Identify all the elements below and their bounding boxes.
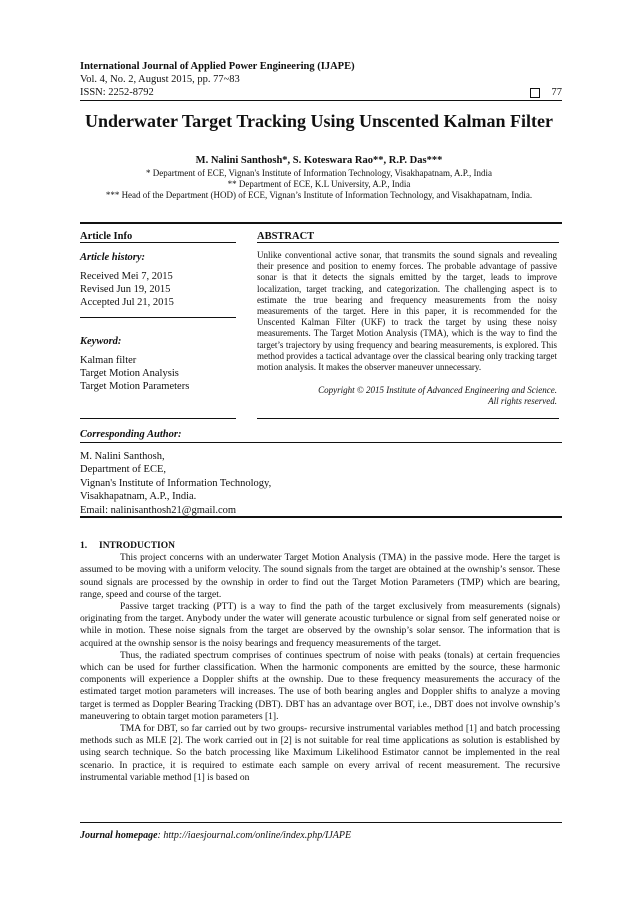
history-rule (80, 317, 236, 318)
info-heading-rule (80, 242, 236, 243)
introduction-section (80, 540, 560, 784)
footer-rule (80, 822, 562, 823)
corresponding-location: Visakhapatnam, A.P., India. (80, 491, 197, 502)
bottom-divider (80, 516, 562, 518)
header-rule (80, 100, 562, 101)
intro-paragraph-3: Thus, the radiated spectrum comprises of continues spectrum of noise with peaks (tonals) at certain frequencies which can be used for further classification. When the harmonic components are emitted by the source, these harmonic components will experience a Doppler shifts at the ownship. Due to these frequency measurements the accuracy of the estimated target motion parameters will increases. The use of both bearing angles and Doppler shifts to analyze a moving target is termed as Doppler Bearing Tracking (DBT). DBT has an advantage over BOT, i.e., DBT does not involve ownship’s maneuvering to obtain target motion parameters [1]. (80, 650, 560, 722)
abstract-bottom-rule (257, 418, 559, 419)
history-received: Received Mei 7, 2015 (80, 271, 173, 282)
abstract-heading-rule (257, 242, 559, 243)
keyword-rule (80, 418, 236, 419)
abstract (257, 230, 557, 408)
history-accepted: Accepted Jul 21, 2015 (80, 297, 174, 308)
journal-volume: Vol. 4, No. 2, August 2015, pp. 77~83 (80, 74, 240, 85)
copyright-line-2: All rights reserved. (488, 396, 557, 407)
copyright-line-1: Copyright © 2015 Institute of Advanced Engineering and Science. (318, 385, 557, 396)
article-history-label: Article history: (80, 252, 146, 263)
section-heading: 1. INTRODUCTION (80, 541, 176, 551)
author-list: M. Nalini Santhosh*, S. Koteswara Rao**, R.P. Das*** (195, 155, 443, 166)
keyword-2: Target Motion Analysis (80, 368, 179, 379)
keyword-label: Keyword: (80, 336, 122, 347)
affiliations (40, 168, 598, 201)
affiliation-3: *** Head of the Department (HOD) of ECE, Vignan’s Institute of Information Technology, and Visakhapatnam, India. (105, 190, 533, 200)
journal-issn: ISSN: 2252-8792 (80, 87, 154, 98)
corresponding-email: Email: nalinisanthosh21@gmail.com (80, 504, 237, 516)
corresponding-rule (80, 442, 562, 443)
homepage-label: Journal homepage (80, 830, 158, 841)
history-revised: Revised Jun 19, 2015 (80, 284, 171, 295)
keyword-3: Target Motion Parameters (80, 381, 190, 392)
keyword-1: Kalman filter (80, 355, 137, 366)
journal-header (80, 60, 562, 99)
corresponding-label: Corresponding Author: (80, 429, 182, 440)
abstract-body: Unlike conventional active sonar, that transmits the sound signals and revealing their presence and position to enemy forces. The probable advantage of passive sonar is that it detects the signals emitted by the target, leads to improve localization, target tracking, and categorization. The challenging aspect is to estimate the true bearing and frequency measurements from the noisy measurements of the target. Here in this paper, it is recommended for the Unscented Kalman Filter (UKF) to track the target by using these noisy measurements. The Target Motion Analysis (TMA), which is the way to find the target’s trajectory by using frequency and bearing measurements, is explored. This method provides a tactical advantage over the classical bearing only tracking target motion analysis. It makes the observer maneuver unnecessary. (257, 250, 557, 373)
intro-paragraph-4: TMA for DBT, so far carried out by two groups- recursive instrumental variables method [1] and batch processing methods such as MLE [2]. The work carried out in [2] is not suitable for real time applications as solution is established by using search technique. So the batch processing like Maximum Likelihood Estimator cannot be implemented in the real scenario. In practice, it is required to estimate each sample on every arrival of recent measurement. The recursive instrumental variable method [1] is based on (80, 724, 560, 783)
top-divider (80, 222, 562, 224)
intro-paragraph-1: This project concerns with an underwater Target Motion Analysis (TMA) in the passive mode. Here the target is assumed to be moving with a uniform velocity. The sound signals from the target are obtained at the ownship’s sensor. These sound signals are processed by the ownship in order to find out the Target Motion Parameters (TMP) which are bearing, range, speed and course of the target. (80, 553, 560, 600)
page-number: 77 (551, 87, 562, 98)
journal-name: International Journal of Applied Power Engineering (IJAPE) (80, 61, 355, 72)
affiliation-1: * Department of ECE, Vignan's Institute of Information Technology, Visakhapatnam, A.P., India (145, 168, 493, 178)
intro-paragraph-2: Passive target tracking (PTT) is a way to find the path of the target exclusively from measurements (signals) originating from the target. Anybody under the water will generate acoustic turbulence or signal from self generated noise or while in motion. These noise signals from the target are observed by the ownship’s solar sensor. The information that is acquired at the ownship sensor is the noisy bearings and frequency measurements of the target. (80, 602, 560, 649)
corresponding-institute: Vignan's Institute of Information Technology, (80, 477, 272, 489)
abstract-heading: ABSTRACT (257, 231, 315, 242)
corresponding-dept: Department of ECE, (80, 464, 167, 475)
homepage-link[interactable]: : http://iaesjournal.com/online/index.php/IJAPE (157, 830, 352, 841)
paper-title: Underwater Target Tracking Using Unscented Kalman Filter (85, 111, 553, 131)
article-info-heading: Article Info (80, 231, 133, 242)
corresponding-name: M. Nalini Santhosh, (80, 450, 165, 462)
square-bullet-icon (530, 88, 540, 98)
affiliation-2: ** Department of ECE, K.L University, A.P., India (227, 179, 411, 189)
journal-footer (80, 830, 560, 841)
article-info (80, 230, 236, 393)
